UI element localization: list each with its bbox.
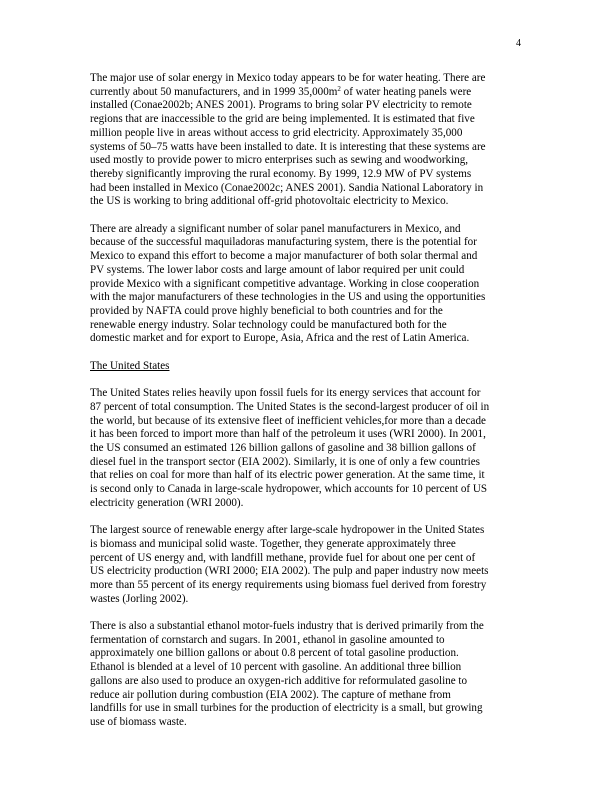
text-line: with the major manufacturers of these technologies in the US and using the opportunities (90, 291, 486, 304)
text-line: had been installed in Mexico (Conae2002c; ANES 2001). Sandia National Laboratory in (90, 181, 484, 194)
page-number: 4 (516, 38, 521, 49)
superscript: 2 (337, 84, 341, 93)
text-line: provided by NAFTA could prove highly beneficial to both countries and for the (90, 304, 443, 317)
text-line: renewable energy industry. Solar technology could be manufactured both for the (90, 318, 447, 331)
text-line (90, 86, 522, 100)
text-line: Mexico to expand this effort to become a major manufacturer of both solar thermal and (90, 250, 478, 263)
text-line: electricity generation (WRI 2000). (90, 496, 244, 509)
text-line: approximately one billion gallons or about 0.8 percent of total gasoline production. (90, 647, 459, 660)
paragraph-mexico-manufacturing (90, 223, 522, 346)
text-line: 87 percent of total consumption. The United States is the second-largest producer of oil in (90, 400, 490, 413)
text-line: is second only to Canada in large-scale hydropower, which accounts for 10 percent of US (90, 483, 488, 496)
paragraph-us-ethanol (90, 620, 522, 730)
text-line: reduce air pollution during combustion (EIA 2002). The capture of methane from (90, 688, 451, 701)
text-line: gallons are also used to produce an oxygen-rich additive for reformulated gasoline to (90, 674, 468, 687)
text-line: percent of US energy and, with landfill methane, provide fuel for about one per cent of (90, 551, 476, 564)
text-line: PV systems. The lower labor costs and large amount of labor required per unit could (90, 263, 465, 276)
text-line: the US consumed an estimated 126 billion gallons of gasoline and 38 billion gallons of (90, 441, 476, 454)
text-line: The major use of solar energy in Mexico today appears to be for water heating. There are (90, 72, 486, 84)
text-line: used mostly to provide power to micro enterprises such as sewing and woodworking, (90, 154, 469, 167)
text-line: wastes (Jorling 2002). (90, 592, 189, 605)
text-line: regions that are inaccessible to the grid are being implemented. It is estimated that five (90, 113, 475, 126)
text-line: because of the successful maquiladoras manufacturing system, there is the potential for (90, 236, 477, 249)
text-line: thereby significantly improving the rural economy. By 1999, 12.9 MW of PV systems (90, 167, 472, 180)
text-line: use of biomass waste. (90, 715, 187, 728)
text-line: installed (Conae2002b; ANES 2001). Programs to bring solar PV electricity to remote (90, 99, 472, 112)
section-heading-united-states (90, 360, 522, 374)
paragraph-us-renewables (90, 524, 522, 606)
text-line: million people live in areas without access to grid electricity. Approximately 35,000 (90, 126, 463, 139)
text-line: landfills for use in small turbines for the production of electricity is a small, but growing (90, 702, 483, 715)
text-line: that relies on coal for more than half of its electric power generation. At the same time, it (90, 469, 485, 482)
text-line: US electricity production (WRI 2000; EIA 2002). The pulp and paper industry now meets (90, 565, 489, 578)
text-line: Ethanol is blended at a level of 10 percent with gasoline. An additional three billion (90, 661, 462, 674)
text-line: The largest source of renewable energy after large-scale hydropower in the United States (90, 524, 485, 537)
text-line: is biomass and municipal solid waste. Together, they generate approximately three (90, 537, 456, 550)
text-line: domestic market and for export to Europe, Asia, Africa and the rest of Latin America. (90, 332, 470, 345)
paragraph-us-fossil-fuels (90, 387, 522, 510)
text-line: the world, but because of its extensive fleet of inefficient vehicles,for more than a decade (90, 414, 486, 427)
paragraph-mexico-solar (90, 72, 522, 209)
section-heading: The United States (90, 359, 170, 372)
text-line: more than 55 percent of its energy requirements using biomass fuel derived from forestry (90, 578, 487, 591)
text-line: diesel fuel in the transport sector (EIA 2002). Similarly, it is one of only a few countries (90, 455, 480, 468)
text-line: There are already a significant number of solar panel manufacturers in Mexico, and (90, 222, 461, 235)
text-line: provide Mexico with a significant competitive advantage. Working in close cooperation (90, 277, 480, 290)
text-line: systems of 50–75 watts have been installed to date. It is interesting that these systems are (90, 140, 486, 153)
text-line: it has been forced to import more than half of the petroleum it uses (WRI 2000). In 2001, (90, 428, 486, 441)
document-body (90, 72, 522, 743)
text-line: The United States relies heavily upon fossil fuels for its energy services that account for (90, 387, 481, 400)
text-line: the US is working to bring additional off-grid photovoltaic electricity to Mexico. (90, 195, 449, 208)
text-line: fermentation of cornstarch and sugars. In 2001, ethanol in gasoline amounted to (90, 633, 445, 646)
text-segment: currently about 50 manufacturers, and in 1999 35,000m (90, 85, 338, 98)
text-line: There is also a substantial ethanol motor-fuels industry that is derived primarily from the (90, 620, 484, 633)
text-segment: of water heating panels were (340, 85, 472, 98)
